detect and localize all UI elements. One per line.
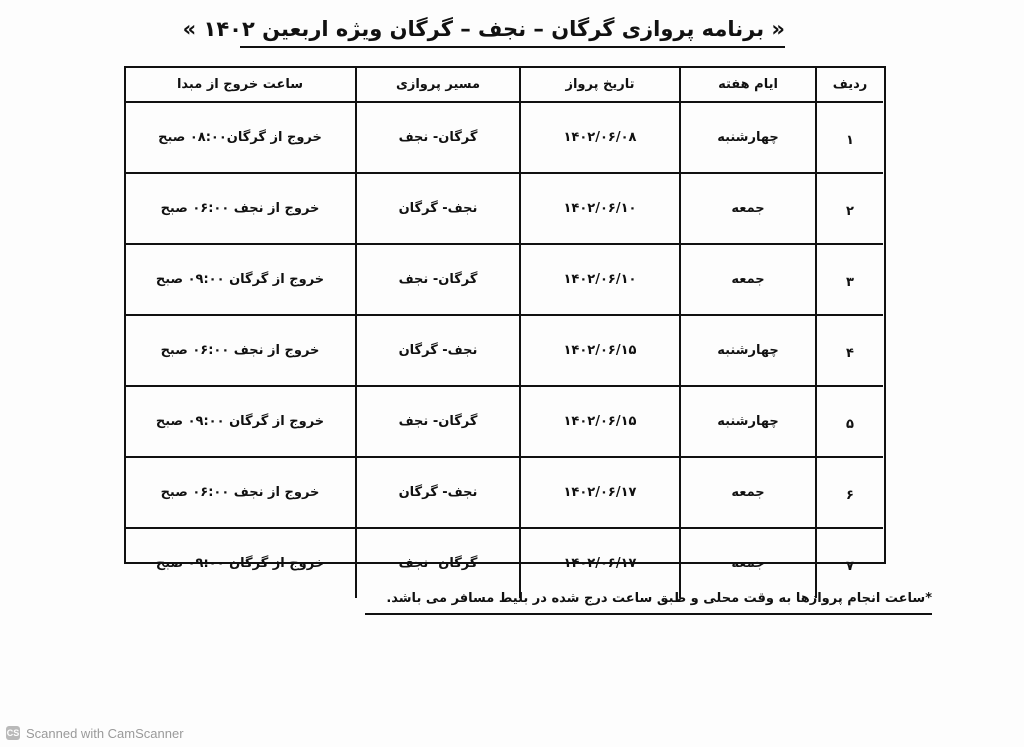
cell-day: جمعه [679,174,815,245]
camscanner-icon: CS [6,728,20,738]
cell-radif: ۷ [815,529,883,598]
table-row [125,245,883,316]
cell-route: نجف- گرگان [355,174,519,245]
cell-date: ۱۴۰۲/۰۶/۱۵ [519,316,679,387]
cell-day: چهارشنبه [679,103,815,174]
footnote-underline [365,613,932,615]
cell-day: جمعه [679,529,815,598]
cell-date: ۱۴۰۲/۰۶/۱۷ [519,458,679,529]
cell-route: گرگان- نجف [355,103,519,174]
table-header-row [125,67,883,103]
cell-day: جمعه [679,245,815,316]
cell-radif: ۵ [815,387,883,458]
cell-day: جمعه [679,458,815,529]
cell-route: گرگان- نجف [355,245,519,316]
cell-departure: خروج از گرگان ۰۹:۰۰ صبح [125,245,355,316]
cell-radif: ۶ [815,458,883,529]
table-row [125,387,883,458]
cell-radif: ۲ [815,174,883,245]
header-date: تاریخ پرواز [519,67,679,103]
cell-date: ۱۴۰۲/۰۶/۱۷ [519,529,679,598]
cell-departure: خروج از گرگان۰۸:۰۰ صبح [125,103,355,174]
table-row [125,458,883,529]
cell-departure: خروج از گرگان ۰۹:۰۰ صبح [125,387,355,458]
camscanner-watermark [6,723,184,743]
table-row [125,316,883,387]
cell-date: ۱۴۰۲/۰۶/۱۰ [519,174,679,245]
table-row [125,174,883,245]
header-route: مسیر پروازی [355,67,519,103]
cell-departure: خروج از نجف ۰۶:۰۰ صبح [125,174,355,245]
cell-route: نجف- گرگان [355,458,519,529]
cell-departure: خروج از نجف ۰۶:۰۰ صبح [125,458,355,529]
cell-date: ۱۴۰۲/۰۶/۰۸ [519,103,679,174]
title-underline [240,46,785,48]
flight-schedule-table [125,67,883,598]
table-row [125,103,883,174]
footnote: *ساعت انجام پروازها به وقت محلی و طبق ساعت درج شده در بلیط مسافر می باشد. [386,591,932,606]
cell-radif: ۴ [815,316,883,387]
document-title: « برنامه پروازی گرگان – نجف – گرگان ویژه اربعین ۱۴۰۲ » [182,17,785,41]
cell-day: چهارشنبه [679,316,815,387]
cell-radif: ۳ [815,245,883,316]
table-row [125,529,883,598]
cell-departure: خروج از گرگان ۰۹:۰۰ صبح [155,556,325,571]
cell-route: گرگان- نجف [355,529,519,598]
cell-day: چهارشنبه [679,387,815,458]
cell-route: گرگان- نجف [355,387,519,458]
cell-radif: ۱ [815,103,883,174]
cell-route: نجف- گرگان [355,316,519,387]
header-day: ایام هفته [679,67,815,103]
cell-date: ۱۴۰۲/۰۶/۱۰ [519,245,679,316]
camscanner-text: Scanned with CamScanner [26,725,184,741]
cell-date: ۱۴۰۲/۰۶/۱۵ [519,387,679,458]
cell-departure: خروج از نجف ۰۶:۰۰ صبح [125,316,355,387]
header-departure: ساعت خروج از مبدا [125,67,355,103]
header-radif: ردیف [815,67,883,103]
